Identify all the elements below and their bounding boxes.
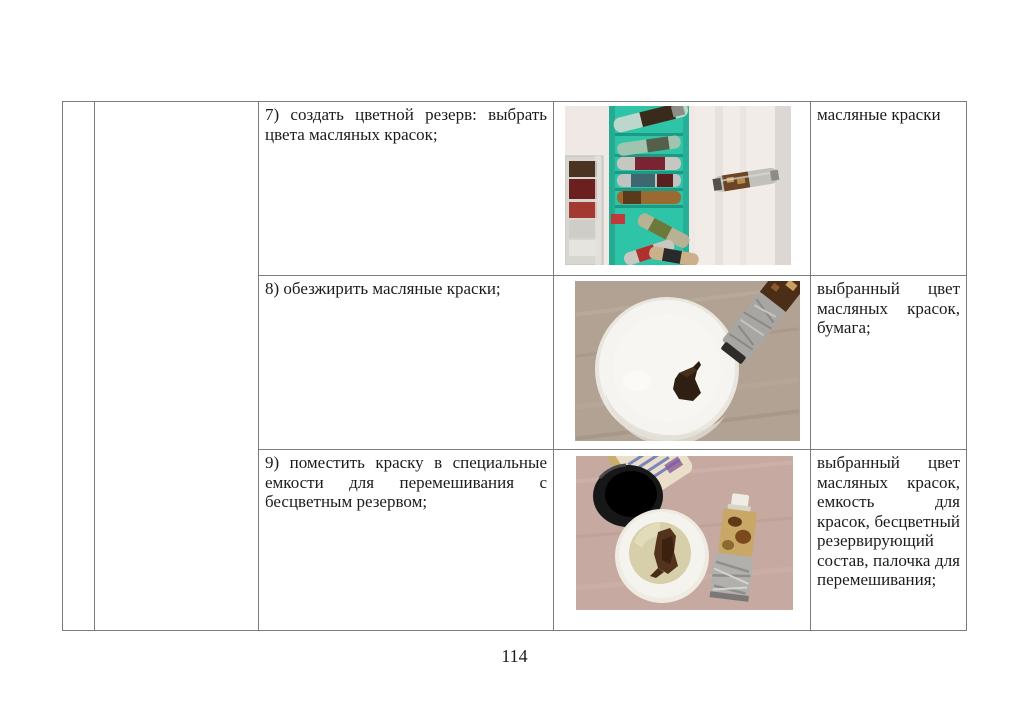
- photo-cell-row-3: [554, 450, 810, 630]
- photo-cell-row-1: [554, 102, 810, 275]
- table-cell-second-spacer: [95, 102, 258, 630]
- procedure-table: [62, 101, 967, 631]
- photo-oil-paint-tubes-in-teal-box: [565, 106, 791, 265]
- photo-cell-row-2: [554, 276, 810, 449]
- page-number: 114: [501, 646, 528, 666]
- step-9-description: 9) поместить краску в специальные емкости для перемешивания с бесцветным резервом;: [259, 450, 553, 630]
- materials-row-1: масляные краски: [811, 102, 966, 275]
- materials-row-3: выбранный цвет масляных красок, емкость для красок, бесцветный резервирующий состав, палочка для перемешивания;: [811, 450, 966, 630]
- table-cell-left-spacer: [63, 102, 94, 630]
- step-8-description: 8) обезжирить масляные краски;: [259, 276, 553, 449]
- step-7-description: 7) создать цветной резерв: выбрать цвета масляных красок;: [259, 102, 553, 275]
- photo-resist-jar-cup-and-tube: [576, 456, 793, 610]
- photo-bowl-with-paint-and-tube: [575, 281, 800, 441]
- materials-row-2: выбранный цвет масляных красок, бумага;: [811, 276, 966, 449]
